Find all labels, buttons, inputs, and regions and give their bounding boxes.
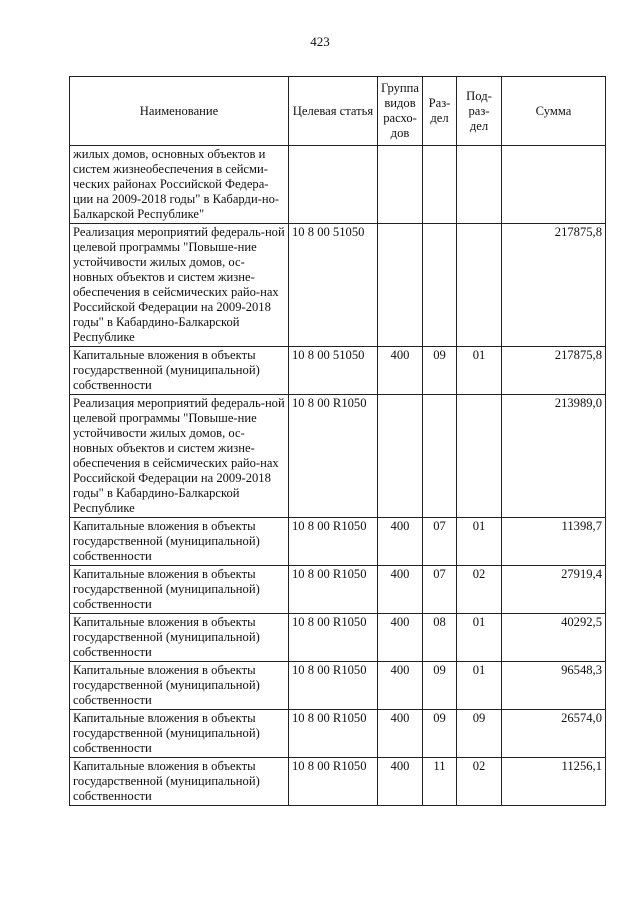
row-sum: [502, 146, 606, 224]
row-section: 08: [423, 614, 457, 662]
row-name: жилых домов, основных объектов и систем жизнеобеспечения в сейсми-ческих районах Российской Федера-ции на 2009-2018 годы" в Кабарди-но-Балкарской Республике": [70, 146, 289, 224]
table-row: [70, 395, 606, 518]
table-header-row: [70, 77, 606, 146]
row-article: 10 8 00 R1050: [289, 758, 378, 806]
row-group: [378, 395, 423, 518]
row-name: Капитальные вложения в объекты государственной (муниципальной) собственности: [70, 347, 289, 395]
table-row: [70, 566, 606, 614]
row-sum: 27919,4: [502, 566, 606, 614]
header-name: Наименование: [70, 77, 289, 146]
row-group: 400: [378, 566, 423, 614]
row-subsection: 01: [457, 518, 502, 566]
row-section: 07: [423, 518, 457, 566]
row-group: 400: [378, 347, 423, 395]
row-group: 400: [378, 518, 423, 566]
row-section: 09: [423, 662, 457, 710]
row-section: 09: [423, 710, 457, 758]
row-section: 09: [423, 347, 457, 395]
row-sum: 11398,7: [502, 518, 606, 566]
row-group: [378, 146, 423, 224]
row-section: [423, 395, 457, 518]
header-sum: Сумма: [502, 77, 606, 146]
row-name: Капитальные вложения в объекты государственной (муниципальной) собственности: [70, 518, 289, 566]
row-article: 10 8 00 R1050: [289, 518, 378, 566]
row-sum: 217875,8: [502, 224, 606, 347]
row-article: 10 8 00 51050: [289, 347, 378, 395]
row-article: 10 8 00 R1050: [289, 395, 378, 518]
row-section: [423, 224, 457, 347]
header-subsection: Под-раз-дел: [457, 77, 502, 146]
row-group: 400: [378, 662, 423, 710]
row-subsection: 01: [457, 347, 502, 395]
row-article: 10 8 00 R1050: [289, 662, 378, 710]
row-name: Капитальные вложения в объекты государственной (муниципальной) собственности: [70, 662, 289, 710]
row-group: 400: [378, 710, 423, 758]
table-row: [70, 710, 606, 758]
page-number: 423: [310, 34, 330, 49]
row-subsection: 02: [457, 758, 502, 806]
table-row: [70, 758, 606, 806]
row-name: Капитальные вложения в объекты государственной (муниципальной) собственности: [70, 566, 289, 614]
row-subsection: [457, 395, 502, 518]
row-sum: 26574,0: [502, 710, 606, 758]
row-group: [378, 224, 423, 347]
table-row: [70, 347, 606, 395]
table-row: [70, 518, 606, 566]
row-group: 400: [378, 614, 423, 662]
row-sum: 217875,8: [502, 347, 606, 395]
header-group: Группа видов расхо-дов: [378, 77, 423, 146]
header-article: Целевая статья: [289, 77, 378, 146]
row-subsection: 01: [457, 662, 502, 710]
row-section: 11: [423, 758, 457, 806]
row-article: 10 8 00 51050: [289, 224, 378, 347]
row-name: Капитальные вложения в объекты государственной (муниципальной) собственности: [70, 758, 289, 806]
row-sum: 96548,3: [502, 662, 606, 710]
row-subsection: 02: [457, 566, 502, 614]
row-subsection: 01: [457, 614, 502, 662]
table-row: [70, 224, 606, 347]
header-section: Раз-дел: [423, 77, 457, 146]
row-article: [289, 146, 378, 224]
table-row: [70, 146, 606, 224]
row-name: Капитальные вложения в объекты государственной (муниципальной) собственности: [70, 710, 289, 758]
row-section: 07: [423, 566, 457, 614]
row-article: 10 8 00 R1050: [289, 614, 378, 662]
row-subsection: [457, 146, 502, 224]
row-subsection: 09: [457, 710, 502, 758]
row-name: Реализация мероприятий федераль-ной целевой программы "Повыше-ние устойчивости жилых домов, ос-новных объектов и систем жизне-обеспечения в сейсмических райо-нах Российской Федерации на 2009-2018 годы" в Кабардино-Балкарской Республике: [70, 395, 289, 518]
row-article: 10 8 00 R1050: [289, 710, 378, 758]
row-subsection: [457, 224, 502, 347]
row-name: Реализация мероприятий федераль-ной целевой программы "Повыше-ние устойчивости жилых домов, ос-новных объектов и систем жизне-обеспечения в сейсмических райо-нах Российской Федерации на 2009-2018 годы" в Кабардино-Балкарской Республике: [70, 224, 289, 347]
table-row: [70, 662, 606, 710]
table-row: [70, 614, 606, 662]
row-section: [423, 146, 457, 224]
budget-table: [69, 76, 606, 806]
row-name: Капитальные вложения в объекты государственной (муниципальной) собственности: [70, 614, 289, 662]
row-sum: 213989,0: [502, 395, 606, 518]
row-sum: 40292,5: [502, 614, 606, 662]
row-article: 10 8 00 R1050: [289, 566, 378, 614]
row-group: 400: [378, 758, 423, 806]
row-sum: 11256,1: [502, 758, 606, 806]
